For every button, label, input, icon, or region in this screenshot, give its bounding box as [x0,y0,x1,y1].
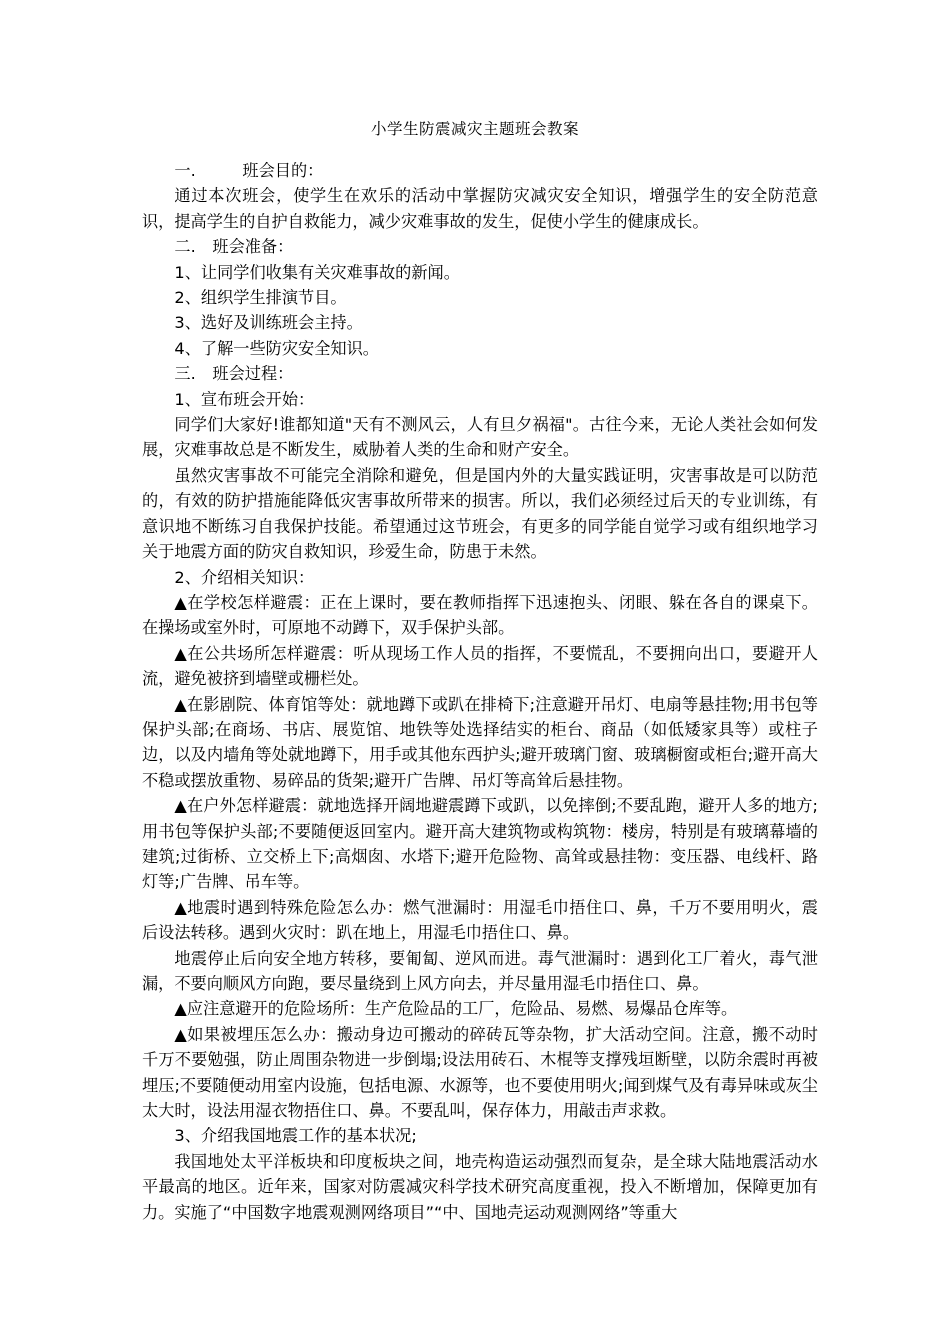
section-heading-preparation [142,234,818,259]
section-heading-process [142,361,818,386]
paragraph: 虽然灾害事故不可能完全消除和避免，但是国内外的大量实践证明，灾害事故是可以防范的，有效的防护措施能降低灾害事故所带来的损害。所以，我们必须经过后天的专业训练，有意识地不断练习自我保护技能。希望通过这节班会，有更多的同学能自觉学习或有组织地学习关于地震方面的防灾自救知识，珍爱生命，防患于未然。 [142,465,818,562]
section-number: 三. [174,364,196,384]
knowledge-paragraph: 地震停止后向安全地方转移，要匍匐、逆风而进。毒气泄漏时：遇到化工厂着火，毒气泄漏，不要向顺风方向跑，要尽量绕到上风方向去，并尽量用湿毛巾捂住口、鼻。 [142,948,818,993]
purpose-paragraph: 通过本次班会，使学生在欢乐的活动中掌握防灾减灾安全知识，增强学生的安全防范意识，提高学生的自护自救能力，减少灾难事故的发生，促使小学生的健康成长。 [142,186,818,231]
section-number: 二. [174,237,196,257]
knowledge-paragraph: ▲在影剧院、体育馆等处：就地蹲下或趴在排椅下;注意避开吊灯、电扇等悬挂物;用书包等保护头部;在商场、书店、展览馆、地铁等处选择结实的柜台、商品（如低矮家具等）或柱子边，以及内墙角等处就地蹲下，用手或其他东西护头;避开玻璃门窗、玻璃橱窗或柜台;避开高大不稳或摆放重物、易碎品的货架;避开广告牌、吊灯等高耸后悬挂物。 [142,694,818,790]
step-heading: 1、宣布班会开始： [174,389,315,409]
knowledge-paragraph: ▲地震时遇到特殊危险怎么办：燃气泄漏时：用湿毛巾捂住口、鼻，千万不要用明火，震后设法转移。遇到火灾时：趴在地上，用湿毛巾捂住口、鼻。 [142,897,818,943]
section-label: 班会目的： [242,161,324,180]
prep-item: 1、让同学们收集有关灾难事故的新闻。 [174,262,460,282]
prep-item: 2、组织学生排演节目。 [174,288,347,308]
knowledge-paragraph: ▲如果被埋压怎么办：搬动身边可搬动的碎砖瓦等杂物，扩大活动空间。注意，搬不动时千万不要勉强，防止周围杂物进一步倒塌;设法用砖石、木棍等支撑残垣断壁，以防余震时再被埋压;不要随便动用室内设施，包括电源、水源等，也不要使用明火;闻到煤气及有毒异味或灰尘太大时，设法用湿衣物捂住口、鼻。不要乱叫，保存体力，用敲击声求救。 [142,1024,818,1121]
paragraph: 同学们大家好!谁都知道"天有不测风云，人有旦夕祸福"。古往今来，无论人类社会如何发展，灾难事故总是不断发生，威胁着人类的生命和财产安全。 [142,415,818,460]
knowledge-paragraph: ▲应注意避开的危险场所：生产危险品的工厂，危险品、易燃、易爆品仓库等。 [174,999,738,1019]
section-label: 班会准备： [212,237,294,257]
document-title: 小学生防震减灾主题班会教案 [370,120,579,138]
paragraph: 我国地处太平洋板块和印度板块之间，地壳构造运动强烈而复杂，是全球大陆地震活动水平最高的地区。近年来，国家对防震减灾科学技术研究高度重视，投入不断增加，保障更加有力。实施了“中国数字地震观测网络项目”“中、国地壳运动观测网络”等重大 [142,1151,818,1222]
prep-item: 4、了解一些防灾安全知识。 [174,338,379,358]
prep-item: 3、选好及训练班会主持。 [174,313,363,333]
section-heading-purpose [142,158,818,183]
section-number: 一. [174,161,196,180]
knowledge-paragraph: ▲在学校怎样避震：正在上课时，要在教师指挥下迅速抱头、闭眼、躲在各自的课桌下。在操场或室外时，可原地不动蹲下，双手保护头部。 [142,592,818,638]
step-heading: 2、介绍相关知识： [174,567,315,587]
knowledge-paragraph: ▲在户外怎样避震：就地选择开阔地避震蹲下或趴，以免摔倒;不要乱跑，避开人多的地方;用书包等保护头部;不要随便返回室内。避开高大建筑物或构筑物：楼房，特别是有玻璃幕墙的建筑;过街桥、立交桥上下;高烟囱、水塔下;避开危险物、高耸或悬挂物：变压器、电线杆、路灯等;广告牌、吊车等。 [142,796,818,892]
step-heading: 3、介绍我国地震工作的基本状况; [174,1126,417,1146]
knowledge-paragraph: ▲在公共场所怎样避震：听从现场工作人员的指挥，不要慌乱，不要拥向出口，要避开人流，避免被挤到墙壁或栅栏处。 [142,643,818,689]
section-label: 班会过程： [212,364,294,384]
document-body [142,158,818,1225]
